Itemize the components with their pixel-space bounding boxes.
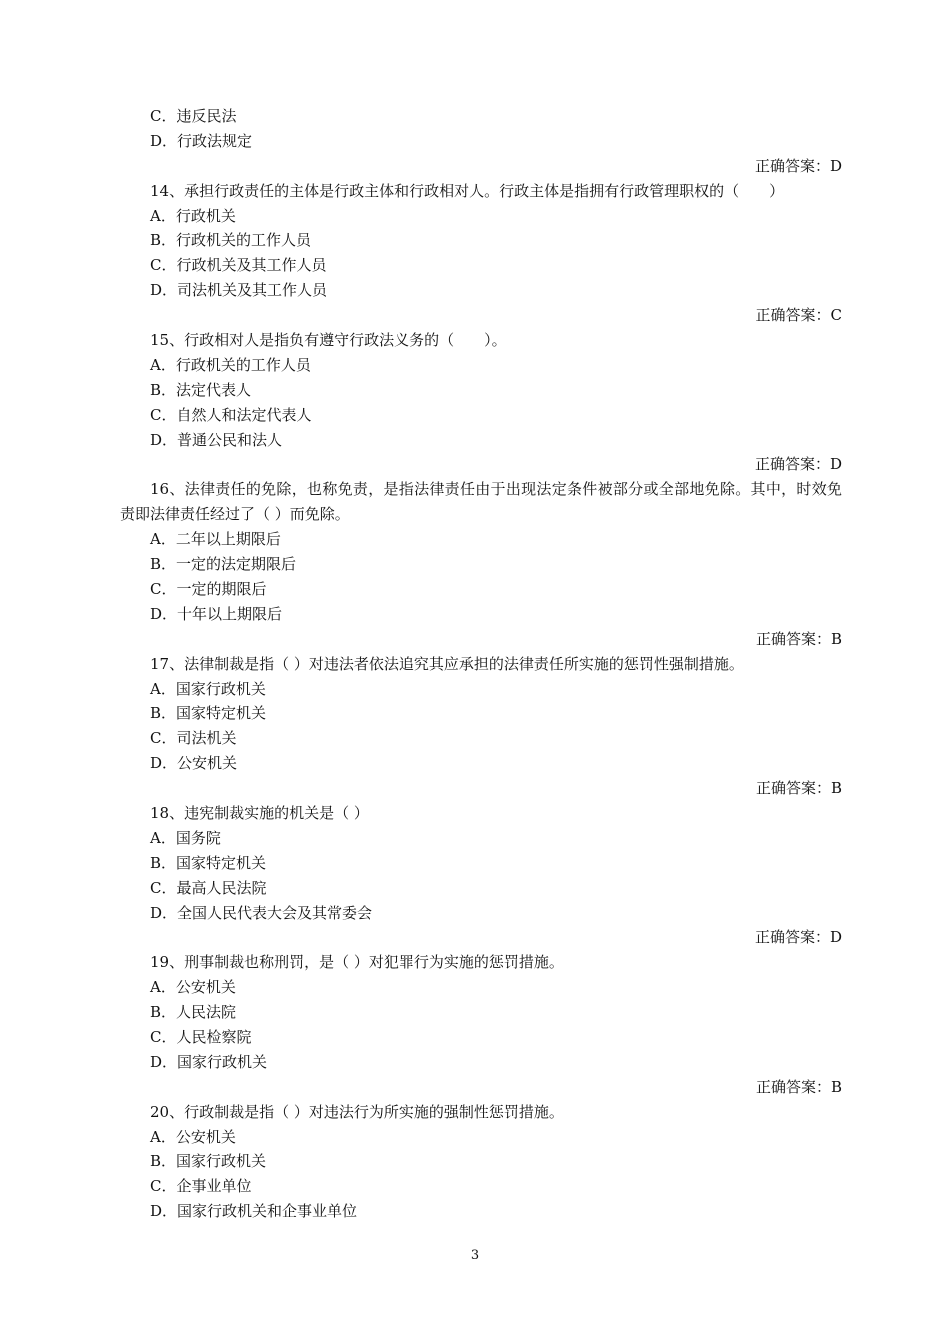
answer-option: C．一定的期限后 — [150, 579, 267, 598]
question-text: 15、行政相对人是指负有遵守行政法义务的（ ）。 — [150, 331, 507, 350]
answer-option: A．二年以上期限后 — [150, 530, 281, 549]
answer-option: B．一定的法定期限后 — [150, 555, 297, 574]
answer-option: D．公安机关 — [150, 754, 238, 773]
answer-option: A．公安机关 — [150, 1127, 236, 1146]
correct-answer: 正确答案：B — [755, 779, 842, 798]
correct-answer: 正确答案：D — [754, 928, 842, 947]
answer-option: D．普通公民和法人 — [150, 430, 283, 449]
answer-option: D．行政法规定 — [150, 131, 253, 150]
answer-option: B．法定代表人 — [150, 380, 252, 399]
answer-option: B．国家行政机关 — [150, 1152, 267, 1171]
question-list — [120, 104, 842, 1224]
question-text: 14、承担行政责任的主体是行政主体和行政相对人。行政主体是指拥有行政管理职权的（ ） — [150, 181, 785, 200]
answer-option: C．自然人和法定代表人 — [150, 405, 312, 424]
answer-option: B．国家特定机关 — [150, 853, 267, 872]
correct-answer: 正确答案：B — [755, 629, 842, 648]
correct-answer: 正确答案：B — [755, 1077, 842, 1096]
correct-answer: 正确答案：C — [755, 306, 842, 325]
page-number: 3 — [470, 1248, 480, 1263]
answer-option: C．违反民法 — [150, 107, 237, 125]
answer-option: C．人民检察院 — [150, 1027, 252, 1046]
answer-option: A．行政机关的工作人员 — [150, 355, 311, 374]
answer-option: B．人民法院 — [150, 1003, 237, 1022]
answer-option: B．行政机关的工作人员 — [150, 231, 312, 250]
question-text: 20、行政制裁是指（ ）对违法行为所实施的强制性惩罚措施。 — [150, 1102, 564, 1121]
question-text: 19、刑事制裁也称刑罚，是（ ）对犯罪行为实施的惩罚措施。 — [150, 953, 564, 972]
answer-option: D．全国人民代表大会及其常委会 — [150, 903, 373, 922]
answer-option: D．司法机关及其工作人员 — [150, 281, 328, 300]
answer-option: C．企事业单位 — [150, 1177, 252, 1196]
answer-option: A．国务院 — [150, 828, 221, 847]
answer-option: A．行政机关 — [150, 206, 236, 225]
answer-option: D．国家行政机关 — [150, 1052, 268, 1071]
question-text: 18、违宪制裁实施的机关是（ ） — [150, 803, 369, 822]
answer-option: C．最高人民法院 — [150, 878, 267, 897]
answer-option: D．十年以上期限后 — [150, 604, 283, 623]
answer-option: A．公安机关 — [150, 978, 236, 997]
answer-option: C．司法机关 — [150, 729, 237, 748]
correct-answer: 正确答案：D — [754, 455, 842, 474]
answer-option: A．国家行政机关 — [150, 679, 266, 698]
answer-option: B．国家特定机关 — [150, 704, 267, 723]
correct-answer: 正确答案：D — [754, 156, 842, 175]
answer-option: D．国家行政机关和企事业单位 — [150, 1202, 358, 1221]
question-text: 16、法律责任的免除，也称免责，是指法律责任由于出现法定条件被部分或全部地免除。其中，时效免责即法律责任经过了（ ）而免除。 — [120, 480, 842, 524]
question-text: 17、法律制裁是指（ ）对违法者依法追究其应承担的法律责任所实施的惩罚性强制措施。 — [150, 654, 744, 673]
answer-option: C．行政机关及其工作人员 — [150, 256, 327, 275]
